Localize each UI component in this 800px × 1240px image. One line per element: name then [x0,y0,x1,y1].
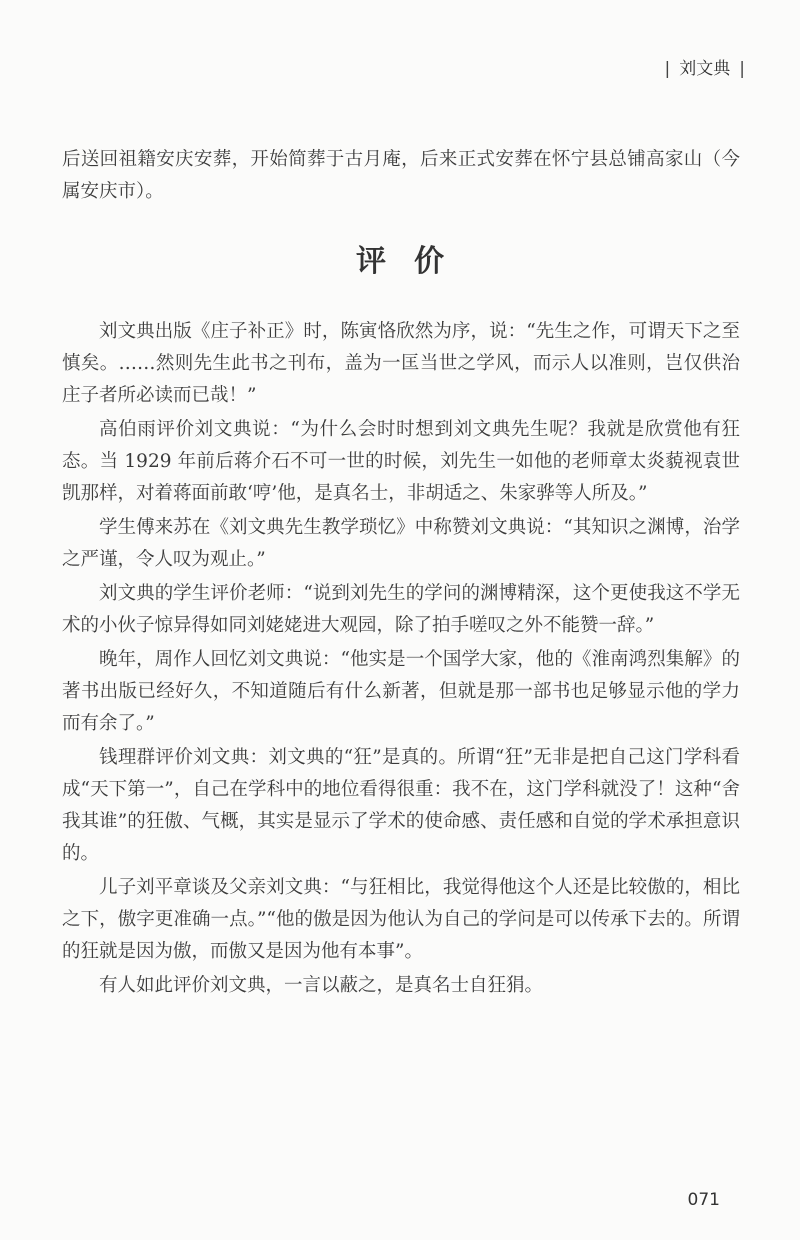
header-divider-left: | [664,59,671,79]
paragraph-chen-yinke: 刘文典出版《庄子补正》时，陈寅恪欣然为序，说：“先生之作，可谓天下之至慎矣。……然则先生此书之刊布，盖为一匡当世之学风，而示人以准则，岂仅供治庄子者所必读而已哉！” [62,321,740,406]
carry-over-paragraph: 后送回祖籍安庆安葬，开始简葬于古月庵，后来正式安葬在怀宁县总铺高家山（今属安庆市）。 [62,149,740,202]
paragraph-qian-liqun: 钱理群评价刘文典：刘文典的“狂”是真的。所谓“狂”无非是把自己这门学科看成“天下第一”，自己在学科中的地位看得很重：我不在，这门学科就没了！这种“舍我其谁”的狂傲、气概，其实是显示了学术的使命感、责任感和自觉的学术承担意识的。 [62,747,740,864]
paragraph-gao-boyu: 高伯雨评价刘文典说：“为什么会时时想到刘文典先生呢？我就是欣赏他有狂态。当 1929 年前后蒋介石不可一世的时候，刘先生一如他的老师章太炎藐视袁世凯那样，对着蒋面前敢‘哼’他，是真名士，非胡适之、朱家骅等人所及。” [62,419,740,504]
running-header [656,54,754,79]
paragraph-fu-laisu: 学生傅来苏在《刘文典先生教学琐忆》中称赞刘文典说：“其知识之渊博，治学之严谨，令人叹为观止。” [62,517,740,570]
header-divider-right: | [739,59,745,79]
paragraph-liu-pingzhang: 儿子刘平章谈及父亲刘文典：“与狂相比，我觉得他这个人还是比较傲的，相比之下，傲字更准确一点。”“他的傲是因为他认为自己的学问是可以传承下去的。所谓的狂就是因为傲，而傲又是因为他有本事”。 [62,877,740,962]
paragraph-zhou-zuoren: 晚年，周作人回忆刘文典说：“他实是一个国学大家，他的《淮南鸿烈集解》的著书出版已经好久，不知道随后有什么新著，但就是那一部书也足够显示他的学力而有余了。” [62,649,740,734]
section-title: 评价 [356,244,472,279]
page-number: 071 [687,1190,720,1210]
paragraph-summary: 有人如此评价刘文典，一言以蔽之，是真名士自狂狷。 [99,975,544,996]
paragraph-student-evaluation: 刘文典的学生评价老师：“说到刘先生的学问的渊博精深，这个更使我这不学无术的小伙子惊异得如同刘姥姥进大观园，除了拍手嗟叹之外不能赞一辞。” [62,583,740,636]
section-body [62,316,740,1002]
running-title: 刘文典 [679,59,731,79]
